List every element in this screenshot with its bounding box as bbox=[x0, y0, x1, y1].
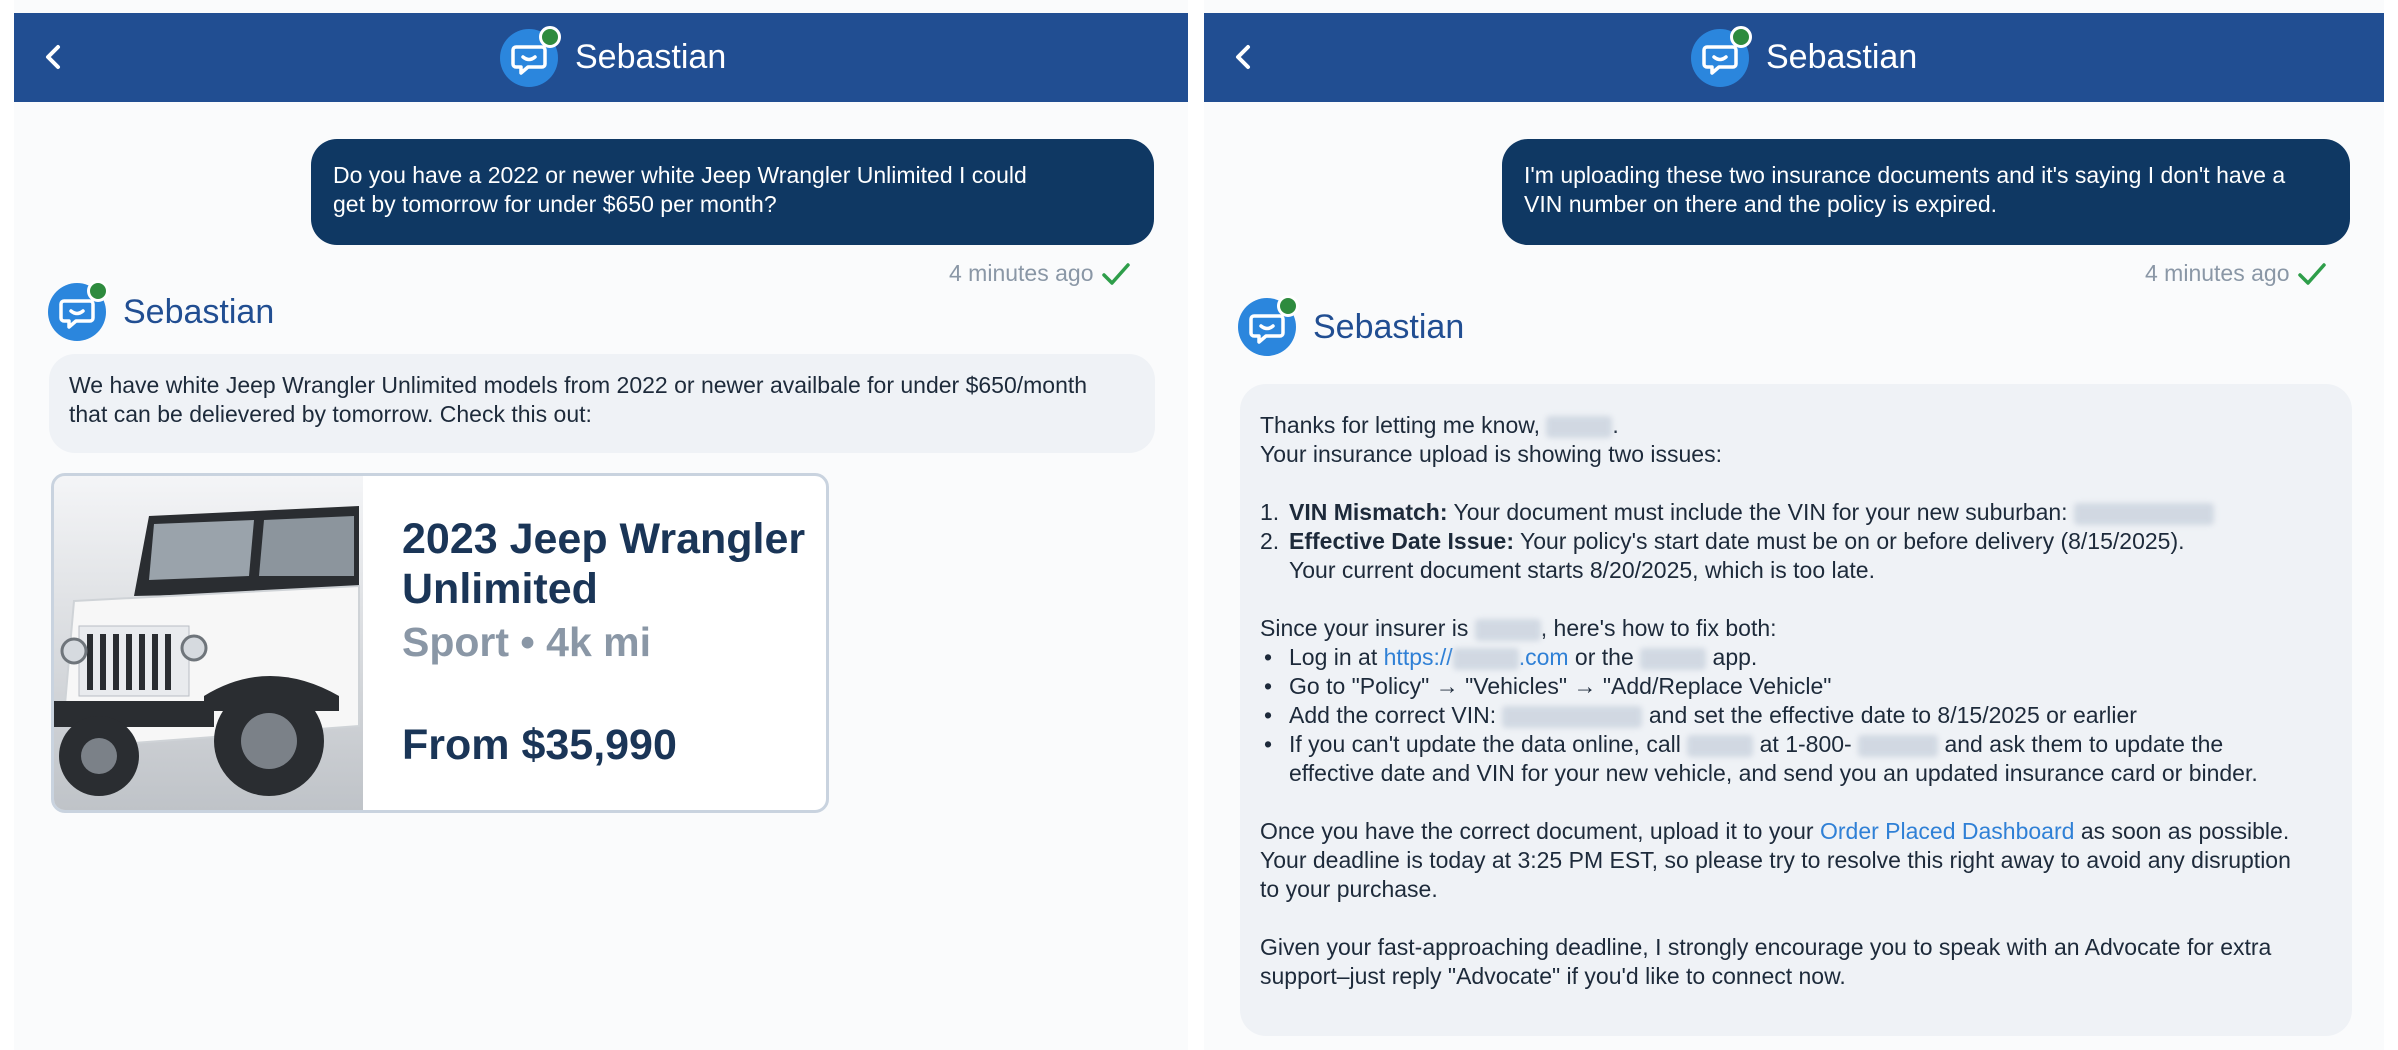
text: Log in at bbox=[1289, 644, 1378, 670]
redacted-vin bbox=[1502, 706, 1642, 728]
online-status-dot bbox=[1277, 295, 1299, 317]
agent-avatar bbox=[499, 28, 559, 88]
text: If you can't update the data online, call bbox=[1289, 731, 1681, 757]
timestamp: 4 minutes ago bbox=[949, 260, 1094, 286]
agent-name: Sebastian bbox=[1313, 307, 1465, 346]
vehicle-photo bbox=[54, 476, 363, 810]
back-chevron-icon[interactable] bbox=[1226, 39, 1262, 75]
link-text: https:// bbox=[1383, 644, 1453, 670]
agent-header bbox=[47, 282, 274, 342]
online-status-dot bbox=[1730, 26, 1752, 48]
agent-message-bubble bbox=[49, 354, 1155, 453]
text: Your insurance upload is showing two issues: bbox=[1260, 441, 1722, 467]
user-message-text: Do you have a 2022 or newer white Jeep Wrangler Unlimited I could get by tomorrow for under $650 per month? bbox=[333, 162, 1027, 217]
list-item bbox=[1260, 527, 2320, 585]
vehicle-price: From $35,990 bbox=[402, 721, 677, 769]
vehicle-title: 2023 Jeep Wrangler Unlimited bbox=[402, 515, 806, 613]
redacted-vin bbox=[2074, 503, 2214, 525]
order-dashboard-link[interactable]: Order Placed Dashboard bbox=[1820, 818, 2075, 844]
header-title: Sebastian bbox=[1766, 38, 1918, 76]
agent-message-text bbox=[1260, 411, 2320, 991]
text: to your purchase. bbox=[1260, 876, 1438, 902]
read-check-icon bbox=[2297, 261, 2327, 287]
text: Your document must include the VIN for your new suburban: bbox=[1453, 499, 2068, 525]
agent-header bbox=[1237, 297, 1464, 357]
link-text: .com bbox=[1518, 644, 1569, 670]
read-check-icon bbox=[1101, 261, 1131, 287]
user-message-bubble bbox=[1502, 139, 2350, 245]
list-number: 2. bbox=[1260, 528, 1280, 554]
text: Your policy's start date must be on or before delivery (8/15/2025). bbox=[1519, 528, 2185, 554]
text: as soon as possible. bbox=[2080, 818, 2290, 844]
bullet: • bbox=[1264, 673, 1273, 699]
list-item bbox=[1260, 672, 2320, 701]
text: or the bbox=[1574, 644, 1634, 670]
text: app. bbox=[1712, 644, 1758, 670]
text: effective date and VIN for your new vehicle, and send you an updated insurance card or binder. bbox=[1289, 760, 2258, 786]
text: Go to "Policy" → "Vehicles" → "Add/Replace Vehicle" bbox=[1289, 673, 1832, 699]
list-item bbox=[1260, 730, 2320, 788]
redacted-name bbox=[1546, 416, 1612, 438]
header-title: Sebastian bbox=[575, 38, 727, 76]
text: at 1-800- bbox=[1759, 731, 1852, 757]
redacted-app bbox=[1640, 648, 1706, 670]
redacted-phone bbox=[1858, 735, 1938, 757]
vehicle-subtitle: Sport • 4k mi bbox=[402, 619, 652, 665]
bullet: • bbox=[1264, 731, 1273, 757]
text: Since your insurer is bbox=[1260, 615, 1469, 641]
user-message-bubble bbox=[311, 139, 1154, 245]
text: Once you have the correct document, upload it to your bbox=[1260, 818, 1814, 844]
text: support–just reply "Advocate" if you'd like to connect now. bbox=[1260, 963, 1846, 989]
agent-name: Sebastian bbox=[123, 292, 275, 331]
online-status-dot bbox=[539, 26, 561, 48]
redacted-domain bbox=[1453, 648, 1519, 670]
text: Your current document starts 8/20/2025, which is too late. bbox=[1289, 557, 1875, 583]
bullet: • bbox=[1264, 702, 1273, 728]
back-chevron-icon[interactable] bbox=[36, 39, 72, 75]
issue-label: Effective Date Issue: bbox=[1289, 528, 1514, 554]
redacted-insurer bbox=[1475, 619, 1541, 641]
insurer-login-link[interactable] bbox=[1384, 644, 1569, 670]
redacted-insurer bbox=[1687, 735, 1753, 757]
agent-avatar bbox=[1690, 28, 1750, 88]
text: , here's how to fix both: bbox=[1540, 615, 1777, 641]
list-item bbox=[1260, 498, 2320, 527]
text: . bbox=[1612, 412, 1619, 438]
text: and set the effective date to 8/15/2025 or earlier bbox=[1648, 702, 2137, 728]
chat-header bbox=[1204, 13, 2384, 102]
message-meta bbox=[2145, 260, 2327, 287]
list-item bbox=[1260, 701, 2320, 730]
text: Given your fast-approaching deadline, I strongly encourage you to speak with an Advocate for extra bbox=[1260, 934, 2272, 960]
agent-avatar bbox=[47, 282, 107, 342]
online-status-dot bbox=[87, 280, 109, 302]
user-message-text: I'm uploading these two insurance documents and it's saying I don't have a VIN number on there and the policy is expired. bbox=[1524, 162, 2286, 217]
text: Your deadline is today at 3:25 PM EST, so please try to resolve this right away to avoid any disruption bbox=[1260, 847, 2291, 873]
vehicle-card[interactable] bbox=[51, 473, 829, 813]
list-number: 1. bbox=[1260, 499, 1280, 525]
issue-label: VIN Mismatch: bbox=[1289, 499, 1448, 525]
list-item bbox=[1260, 643, 2320, 672]
agent-message-text: We have white Jeep Wrangler Unlimited models from 2022 or newer availbale for under $650/month that can be delievered by tomorrow. Check this out: bbox=[69, 372, 1088, 427]
bullet: • bbox=[1264, 644, 1273, 670]
chat-panel-left bbox=[14, 0, 1188, 1050]
chat-header bbox=[14, 13, 1188, 102]
text: and ask them to update the bbox=[1944, 731, 2224, 757]
timestamp: 4 minutes ago bbox=[2145, 260, 2290, 286]
text: Thanks for letting me know, bbox=[1260, 412, 1540, 438]
agent-avatar bbox=[1237, 297, 1297, 357]
text: Add the correct VIN: bbox=[1289, 702, 1497, 728]
message-meta bbox=[949, 260, 1131, 287]
